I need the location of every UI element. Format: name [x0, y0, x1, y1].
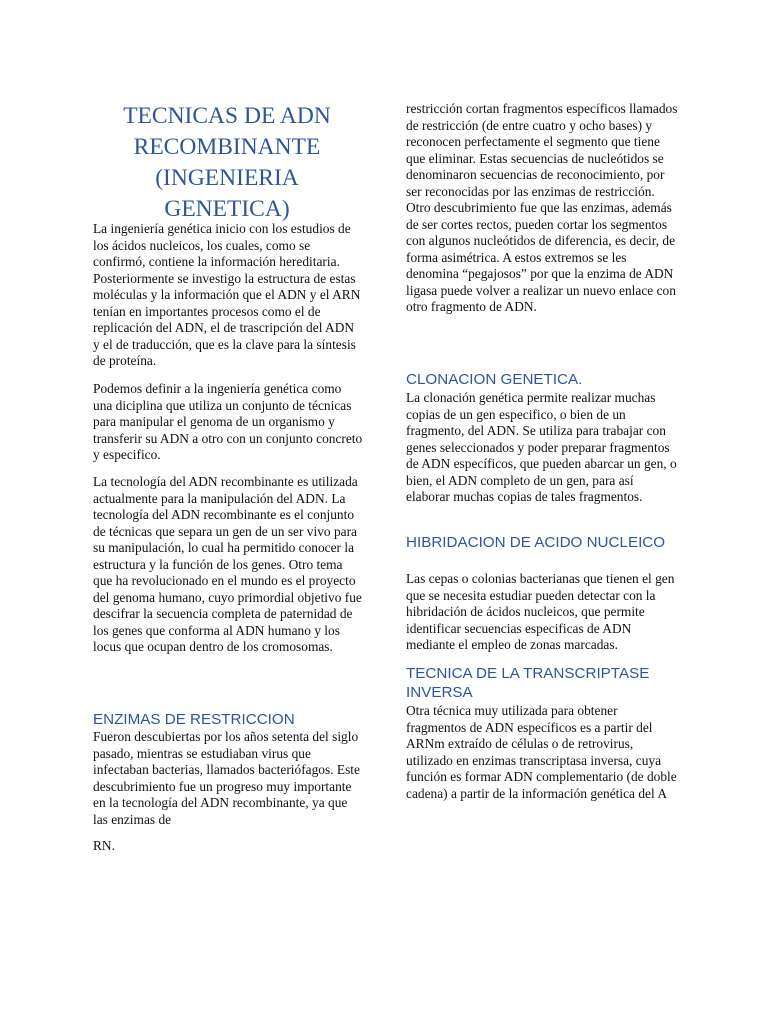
definition-paragraph: Podemos definir a la ingeniería genética como una diciplina que utiliza un conjunto de técnicas para manipular el genoma de un organismo y transferir su ADN a otro con un conjunto concreto y especifico. — [93, 381, 363, 462]
clonacion-paragraph: La clonación genética permite realizar muchas copias de un gen especifico, o bien de un fragmento, del ADN. Se utiliza para trabajar con genes seleccionados y poder preparar fragmentos de ADN específicos, que pueden abarcar un gen, o bien, el ADN completo de un gen, para así elaborar muchas copias de tales fragmentos. — [406, 390, 677, 504]
hibridacion-paragraph: Las cepas o colonias bacterianas que tienen el gen que se necesita estudiar pueden detectar con la hibridación de ácidos nucleicos, que permite identificar secuencias especificas de ADN mediante el empleo de zonas marcadas. — [406, 571, 675, 652]
enzimas-continuation-paragraph: restricción cortan fragmentos específicos llamados de restricción (de entre cuatro y ocho bases) y reconocen perfectamente el segmento que tiene que eliminar. Estas secuencias de nucleótidos se denominaron secuencias de reconocimiento, por ser reconocidas por las enzimas de restricción. Otro descubrimiento fue que las enzimas, además de ser cortes rectos, pueden cortar los segmentos con algunos nucleótidos de diferencia, es decir, de forma asimétrica. A estos extremos se les denomina “pegajosos” por que la enzima de ADN ligasa puede volver a realizar un nuevo enlace con otro fragmento de ADN. — [406, 101, 678, 314]
recombinant-paragraph: La tecnología del ADN recombinante es utilizada actualmente para la manipulación del ADN. La tecnología del ADN recombinante es el conjunto de técnicas que separa un gen de un ser vivo para su manipulación, lo cual ha permitido conocer la estructura y la función de los genes. Otro tema que ha revolucionado en el mundo es el proyecto del genoma humano, cuyo primordial objetivo fue descifrar la secuencia completa de paternidad de los genes que conforma al ADN humano y los locus que ocupan dentro de los cromosomas. — [93, 474, 362, 654]
heading-enzimas: ENZIMAS DE RESTRICCION — [93, 711, 295, 728]
document-title: TECNICAS DE ADN RECOMBINANTE (INGENIERIA GENETICA) — [123, 103, 331, 222]
rn-fragment: RN. — [93, 838, 115, 853]
enzimas-paragraph: Fueron descubiertas por los años setenta del siglo pasado, mientras se estudiaban virus que infectaban bacterias, llamados bacteriófagos. Este descubrimiento fue un progreso muy importante en la tecnología del ADN recombinante, ya que las enzimas de — [93, 729, 360, 827]
heading-clonacion: CLONACION GENETICA. — [406, 371, 583, 388]
intro-paragraph: La ingeniería genética inicio con los estudios de los ácidos nucleicos, los cuales, como se confirmó, contiene la información hereditaria. Posteriormente se investigo la estructura de estas moléculas y la información que el ADN y el ARN tenían en importantes procesos como el de replicación del ADN, el de trascripción del ADN y el de traducción, que es la clave para la síntesis de proteína. — [93, 221, 361, 368]
heading-transcriptasa: TECNICA DE LA TRANSCRIPTASE INVERSA — [406, 665, 650, 701]
transcriptasa-paragraph: Otra técnica muy utilizada para obtener fragmentos de ADN específicos es a partir del ARNm extraído de células o de retrovirus, utilizado en enzimas transcriptasa inversa, cuya función es formar ADN complementario (de doble cadena) a partir de la información genética del A — [406, 703, 677, 801]
heading-hibridacion: HIBRIDACION DE ACIDO NUCLEICO — [406, 534, 666, 551]
